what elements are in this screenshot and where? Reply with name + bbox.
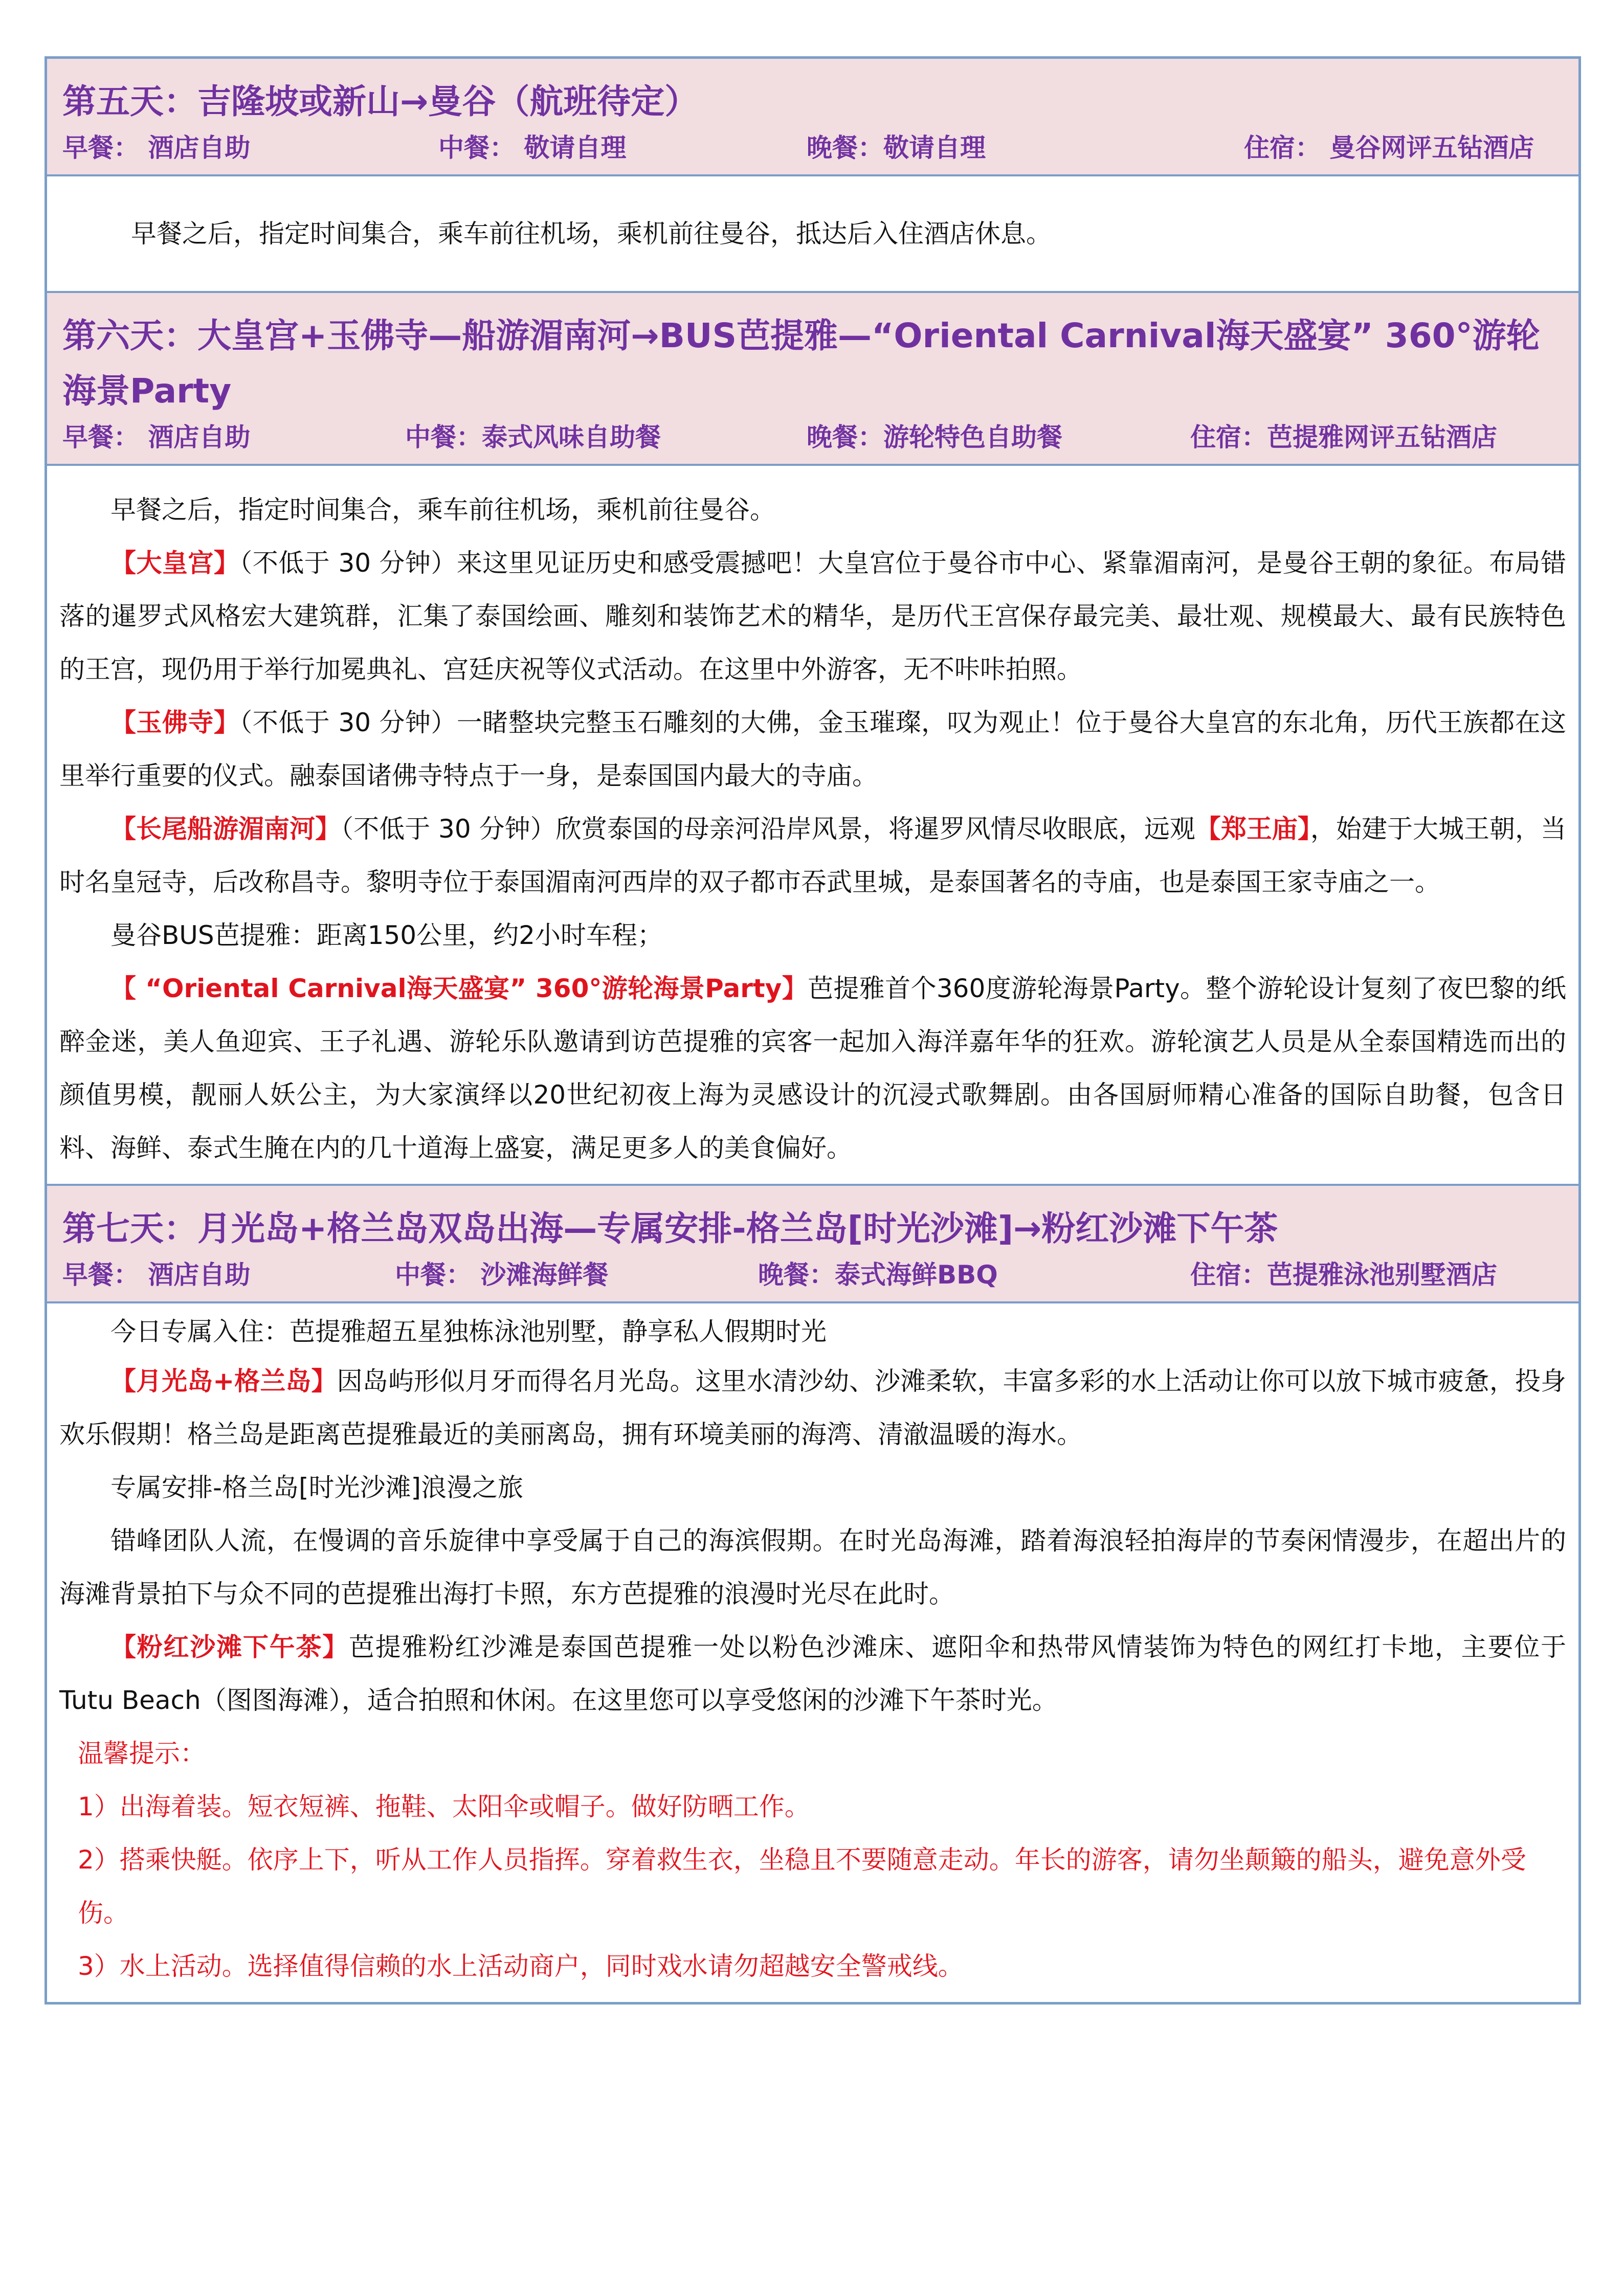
day6-bus: 曼谷BUS芭提雅：距离150公里，约2小时车程；	[110, 920, 663, 950]
day7-breakfast: 早餐： 酒店自助	[62, 1260, 251, 1290]
zheng-name: 【郑王庙】	[1195, 814, 1310, 844]
palace-name: 【大皇宫】	[110, 548, 240, 578]
boat-name: 【长尾船游湄南河】	[110, 814, 341, 844]
day5-dinner: 晚餐：敬请自理	[807, 133, 986, 163]
day5-hotel: 住宿： 曼谷网评五钻酒店	[1244, 133, 1534, 163]
day6-boat	[59, 802, 1566, 909]
island-name: 【月光岛+格兰岛】	[110, 1366, 337, 1396]
itinerary-page	[45, 56, 1581, 2005]
day6-dinner: 晚餐：游轮特色自助餐	[807, 422, 1062, 452]
day5-breakfast: 早餐： 酒店自助	[62, 133, 251, 163]
pink-name: 【粉红沙滩下午茶】	[110, 1632, 349, 1662]
day6-buddha	[59, 696, 1566, 802]
day6-palace	[59, 536, 1566, 696]
day7-island	[59, 1355, 1566, 1461]
carnival-name: 【 “Oriental Carnival海天盛宴” 360°游轮海景Party】	[110, 974, 808, 1003]
day7-special: 专属安排-格兰岛[时光沙滩]浪漫之旅	[110, 1473, 524, 1502]
day6-title: 第六天：大皇宫+玉佛寺—船游湄南河→BUS芭提雅—“Oriental Carnival海天盛宴” 360°游轮海景Party	[62, 316, 1540, 411]
day5-title: 第五天：吉隆坡或新山→曼谷（航班待定）	[62, 82, 699, 121]
day5-header	[47, 59, 1578, 176]
tip-2: 2）搭乘快艇。依序上下，听从工作人员指挥。穿着救生衣，坐稳且不要随意走动。年长的游客，请勿坐颠簸的船头，避免意外受伤。	[78, 1845, 1526, 1928]
day7-hotel: 住宿：芭提雅泳池别墅酒店	[1190, 1260, 1497, 1290]
day7-dinner: 晚餐：泰式海鲜BBQ	[758, 1260, 998, 1290]
day7-pink	[59, 1620, 1566, 1727]
palace-text: （不低于 30 分钟）来这里见证历史和感受震撼吧！大皇宫位于曼谷市中心、紧靠湄南河，是曼谷王朝的象征。布局错落的暹罗式风格宏大建筑群，汇集了泰国绘画、雕刻和装饰艺术的精华，是历代王宫保存最完美、最壮观、规模最大、最有民族特色的王宫，现仍用于举行加冕典礼、宫廷庆祝等仪式活动。在这里中外游客，无不咔咔拍照。	[59, 548, 1566, 684]
day5-body	[47, 176, 1578, 291]
day5-paragraph: 早餐之后，指定时间集合，乘车前往机场，乘机前往曼谷，抵达后入住酒店休息。	[131, 219, 1052, 249]
carnival-text: 芭提雅首个360度游轮海景Party。整个游轮设计复刻了夜巴黎的纸醉金迷，美人鱼迎宾、王子礼遇、游轮乐队邀请到访芭提雅的宾客一起加入海洋嘉年华的狂欢。游轮演艺人员是从全泰国精选而出的颜值男模，靓丽人妖公主，为大家演绎以20世纪初夜上海为灵感设计的沉浸式歌舞剧。由各国厨师精心准备的国际自助餐，包含日料、海鲜、泰式生腌在内的几十道海上盛宴，满足更多人的美食偏好。	[59, 974, 1566, 1163]
day6-header	[47, 291, 1578, 466]
day5-meals	[62, 131, 1563, 164]
day7-header	[47, 1184, 1578, 1303]
day7-special-text: 错峰团队人流，在慢调的音乐旋律中享受属于自己的海滨假期。在时光岛海滩，踏着海浪轻拍海岸的节奏闲情漫步，在超出片的海滩背景拍下与众不同的芭提雅出海打卡照，东方芭提雅的浪漫时光尽在此时。	[59, 1526, 1566, 1609]
day6-intro: 早餐之后，指定时间集合，乘车前往机场，乘机前往曼谷。	[110, 495, 775, 525]
day7-intro: 今日专属入住：芭提雅超五星独栋泳池别墅，静享私人假期时光	[110, 1317, 827, 1346]
boat-text-b: ，始建于大城王朝，当时名皇冠寺，后改称昌寺。黎明寺位于泰国湄南河西岸的双子都市吞武里城，是泰国著名的寺庙，也是泰国王家寺庙之一。	[59, 814, 1567, 897]
day7-body	[47, 1303, 1578, 2002]
day6-carnival	[59, 962, 1566, 1175]
buddha-text: （不低于 30 分钟）一睹整块完整玉石雕刻的大佛，金玉璀璨，叹为观止！位于曼谷大皇宫的东北角，历代王族都在这里举行重要的仪式。融泰国诸佛寺特点于一身，是泰国国内最大的寺庙。	[59, 708, 1566, 791]
pink-text: 芭提雅粉红沙滩是泰国芭提雅一处以粉色沙滩床、遮阳伞和热带风情装饰为特色的网红打卡地，主要位于Tutu Beach（图图海滩），适合拍照和休闲。在这里您可以享受悠闲的沙滩下午茶时光。	[59, 1632, 1566, 1715]
day6-breakfast: 早餐： 酒店自助	[62, 422, 251, 452]
day7-lunch: 中餐： 沙滩海鲜餐	[395, 1260, 609, 1290]
tip-3: 3）水上活动。选择值得信赖的水上活动商户，同时戏水请勿超越安全警戒线。	[78, 1951, 964, 1981]
day6-hotel: 住宿：芭提雅网评五钻酒店	[1190, 422, 1497, 452]
boat-text-a: （不低于 30 分钟）欣赏泰国的母亲河沿岸风景，将暹罗风情尽收眼底，远观	[341, 814, 1195, 844]
day6-meals	[62, 421, 1563, 454]
day5-lunch: 中餐： 敬请自理	[438, 133, 627, 163]
day6-lunch: 中餐：泰式风味自助餐	[405, 422, 661, 452]
tip-1: 1）出海着装。短衣短裤、拖鞋、太阳伞或帽子。做好防晒工作。	[78, 1792, 810, 1821]
buddha-name: 【玉佛寺】	[110, 708, 240, 737]
island-text: 因岛屿形似月牙而得名月光岛。这里水清沙幼、沙滩柔软，丰富多彩的水上活动让你可以放下城市疲惫，投身欢乐假期！格兰岛是距离芭提雅最近的美丽离岛，拥有环境美丽的海湾、清澈温暖的海水。	[59, 1366, 1566, 1449]
day7-meals	[62, 1258, 1563, 1291]
day7-title: 第七天：月光岛+格兰岛双岛出海—专属安排-格兰岛[时光沙滩]→粉红沙滩下午茶	[62, 1209, 1278, 1248]
day6-body	[47, 466, 1578, 1184]
tips-title: 温馨提示：	[78, 1739, 206, 1768]
